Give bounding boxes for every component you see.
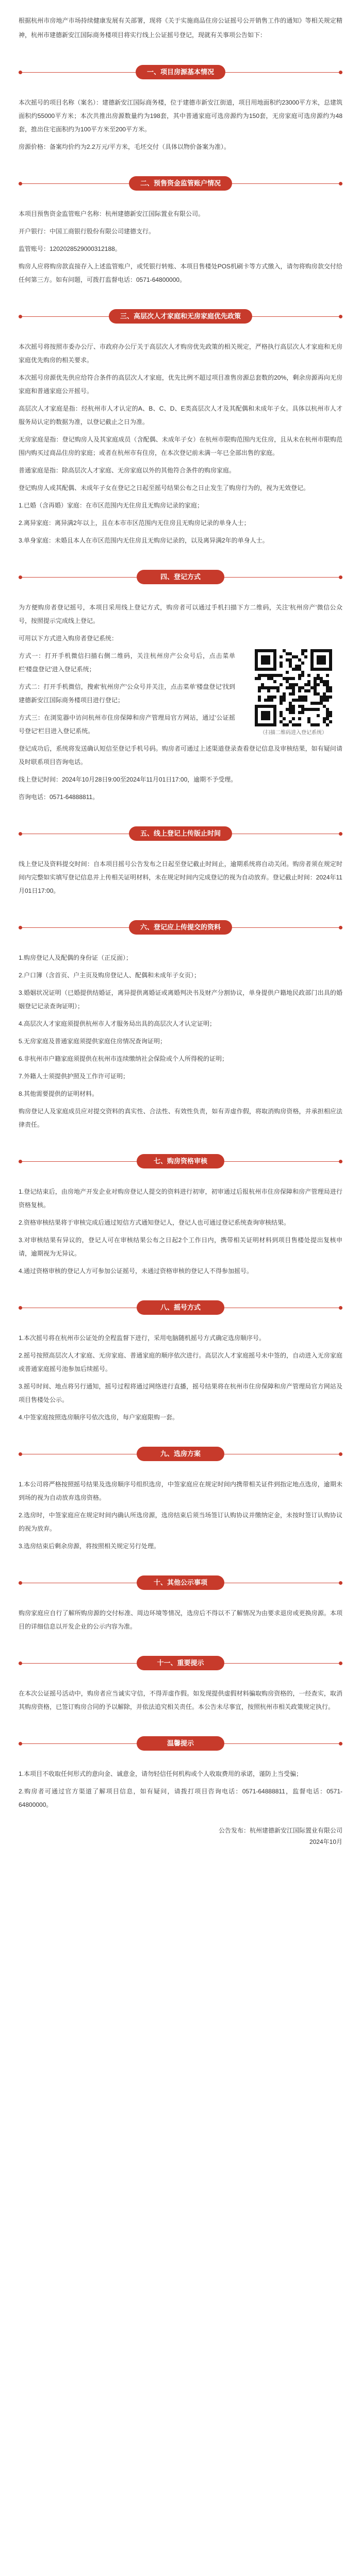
section-header bbox=[19, 917, 342, 938]
footer-org bbox=[19, 1825, 342, 1848]
divider-dot-icon bbox=[339, 1742, 342, 1745]
divider-dot-icon bbox=[339, 1306, 342, 1310]
section-title: 四、登记方式 bbox=[137, 570, 224, 584]
section-paragraph: 可用以下方式进入购房者登记系统： bbox=[19, 635, 118, 642]
section-title: 二、预售资金监管账户情况 bbox=[129, 176, 232, 191]
section-header bbox=[19, 567, 342, 587]
divider-dot-icon bbox=[339, 315, 342, 318]
section-paragraph: 4.通过资格审核的登记人方可参加公证摇号，未通过资格审核的登记人不得参加摇号。 bbox=[19, 1267, 253, 1275]
section-paragraph: 本次摇号房源优先供应给符合条件的高层次人才家庭，优先比例不超过项目准售房源总套数的20%，剩余房源再向无房家庭和普通家庭公开摇号。 bbox=[19, 374, 342, 395]
section-title: 九、选房方案 bbox=[137, 1447, 224, 1461]
section-paragraph: 普通家庭是指：除高层次人才家庭、无房家庭以外的其他符合条件的购房家庭。 bbox=[19, 467, 236, 474]
section-paragraph: 3.单身家庭：未婚且本人在市区范围内无住房且无购房记录的，以及离异满2年的单身人士。 bbox=[19, 537, 269, 544]
announcement-page bbox=[0, 6, 361, 2576]
section-paragraph: 4.中签家庭按照选房顺序号依次选房，每户家庭限购一套。 bbox=[19, 1414, 179, 1421]
section-paragraph: 1.登记结束后，由房地产开发企业对购房登记人提交的资料进行初审，初审通过后报杭州市住房保障和房产管理局进行资格复核。 bbox=[19, 1188, 342, 1209]
divider-dot-icon bbox=[339, 1662, 342, 1665]
section-paragraph: 1.本次摇号将在杭州市公证处的全程监督下进行，采用电脑随机摇号方式确定选房顺序号。 bbox=[19, 1334, 266, 1342]
section-title: 十一、重要提示 bbox=[137, 1656, 224, 1670]
section-paragraph: 3.婚姻状况证明（已婚提供结婚证，离异提供离婚证或离婚判决书及财产分割协议，单身提供户籍地民政部门出具的婚姻登记记录查询证明）； bbox=[19, 989, 342, 1010]
section-title: 十、其他公示事项 bbox=[137, 1575, 224, 1590]
section-paragraph: 1.本公司将严格按照摇号结果及选房顺序号组织选房，中签家庭应在规定时间内携带相关证件到指定地点选房，逾期未到场的视为自动放弃选房资格。 bbox=[19, 1481, 342, 1501]
section-header bbox=[19, 1151, 342, 1172]
intro-paragraph: 根据杭州市房地产市场持续健康发展有关部署，现将《关于实施商品住房公证摇号公开销售工作的通知》等相关规定精神，杭州市建德新安江国际商务楼项目将实行线上公证摇号登记，现就有关事项公告如下： bbox=[19, 17, 342, 39]
section-paragraph: 本次摇号将按照市委办公厅、市政府办公厅关于高层次人才购房优先政策的相关规定，严格执行高层次人才家庭和无房家庭优先购房的相关要求。 bbox=[19, 343, 342, 364]
divider-dot-icon bbox=[19, 1742, 22, 1745]
section-paragraph: 3.选房结束后剩余房源，将按照相关规定另行处理。 bbox=[19, 1543, 160, 1550]
section-header bbox=[19, 1444, 342, 1464]
divider-dot-icon bbox=[339, 832, 342, 836]
divider-dot-icon bbox=[19, 71, 22, 74]
section-paragraph: 2.离异家庭：离异满2年以上，且在本市市区范围内无住房且无购房记录的单身人士； bbox=[19, 519, 250, 527]
section-header bbox=[19, 62, 342, 82]
section-header bbox=[19, 1733, 342, 1754]
divider-dot-icon bbox=[339, 1581, 342, 1585]
section-paragraph: 1.已婚（含再婚）家庭：在市区范围内无住房且无购房记录的家庭； bbox=[19, 502, 204, 509]
sections-container bbox=[19, 62, 342, 1811]
section-paragraph: 1.购房登记人及配偶的身份证（正反面）； bbox=[19, 954, 133, 961]
section-header bbox=[19, 1572, 342, 1593]
divider-dot-icon bbox=[339, 1452, 342, 1456]
section-paragraph: 登记成功后，系统将发送确认短信至登记手机号码。购房者可通过上述渠道登录查看登记信息及审核结果，如有疑问请及时联系项目咨询电话。 bbox=[19, 745, 342, 766]
section-header bbox=[19, 1297, 342, 1318]
qr-instructions bbox=[19, 649, 244, 742]
qr-row bbox=[19, 649, 342, 742]
divider-dot-icon bbox=[339, 1160, 342, 1163]
section-header bbox=[19, 823, 342, 844]
section-paragraph: 购房人应将购房款直接存入上述监管账户，或凭银行转账、本项目售楼处POS机刷卡等方式缴入，请勿将购房款交付给任何第三方。如有问题，可拨打监督电话：0571-64800000。 bbox=[19, 263, 342, 283]
section-paragraph: 咨询电话：0571-64888811。 bbox=[19, 793, 99, 801]
section-paragraph: 3.摇号时间、地点将另行通知，摇号过程将通过网络进行直播，摇号结果将在杭州市住房保障和房产管理局官方网站及项目售楼处公示。 bbox=[19, 1383, 342, 1403]
section-paragraph: 8.其他需要提供的证明材料。 bbox=[19, 1090, 99, 1097]
divider-dot-icon bbox=[19, 575, 22, 579]
section-paragraph: 线上登记时间：2024年10月28日9:00至2024年11月01日17:00，逾期不予受理。 bbox=[19, 776, 237, 783]
section-paragraph: 3.对审核结果有异议的，登记人可在审核结果公布之日起2个工作日内，携带相关证明材料到项目售楼处提出复核申请，逾期视为无异议。 bbox=[19, 1236, 342, 1257]
qr-caption: （扫描二维码进入登记系统） bbox=[260, 730, 327, 736]
section-paragraph: 登记购房人或其配偶、未成年子女在登记之日起至摇号结果公布之日止发生了购房行为的，视为无效登记。 bbox=[19, 484, 310, 492]
section-title: 温馨提示 bbox=[137, 1736, 224, 1751]
section-paragraph: 2.摇号按照高层次人才家庭、无房家庭、普通家庭的顺序依次进行。高层次人才家庭摇号未中签的，自动进入无房家庭或普通家庭摇号池参加后续摇号。 bbox=[19, 1352, 342, 1372]
section-title: 五、线上登记上传版止时间 bbox=[129, 826, 232, 841]
divider-dot-icon bbox=[19, 832, 22, 836]
divider-dot-icon bbox=[19, 1581, 22, 1585]
footer-company: 公告发布：杭州建德新安江国际置业有限公司 bbox=[218, 1827, 342, 1834]
divider-dot-icon bbox=[19, 926, 22, 929]
divider-dot-icon bbox=[19, 315, 22, 318]
section-paragraph: 1.本项目不收取任何形式的意向金、诚意金，请勿轻信任何机构或个人收取费用的承诺，谨防上当受骗； bbox=[19, 1770, 303, 1777]
section-title: 六、登记应上传提交的资料 bbox=[129, 920, 232, 935]
section-paragraph: 线上登记及资料提交时间：自本项目摇号公告发布之日起至登记截止时间止，逾期系统将自动关闭。购房者须在规定时间内完整如实填写登记信息并上传相关证明材料，未在规定时间内完成登记的视为自动放弃。登记截止时间：2024年11月01日17:00。 bbox=[19, 860, 342, 894]
section-paragraph: 方式一：打开手机微信扫描右侧二维码，关注杭州房产公众号后，点击菜单栏'楼盘登记'进入登记系统； bbox=[19, 652, 235, 673]
qr-box bbox=[244, 649, 342, 737]
section-paragraph: 2.资格审核结果将于审核完成后通过短信方式通知登记人，登记人也可通过登记系统查询审核结果。 bbox=[19, 1219, 290, 1226]
divider-dot-icon bbox=[19, 182, 22, 185]
section-paragraph: 本项目预售资金监管账户名称：杭州建德新安江国际置业有限公司。 bbox=[19, 210, 205, 217]
section-paragraph: 方式二：打开手机微信，搜索'杭州房产'公众号并关注，点击菜单'楼盘登记'找到建德新安江国际商务楼项目进行登记； bbox=[19, 683, 235, 704]
section-paragraph: 为方便购房者登记摇号，本项目采用线上登记方式，购房者可以通过手机扫描下方二维码，关注'杭州房产'微信公众号，按照提示完成线上登记。 bbox=[19, 604, 342, 624]
section-paragraph: 购房家庭应自行了解所购房源的交付标准、周边环境等情况，选房后不得以不了解情况为由要求退房或更换房源。本项目的详细信息以开发企业的公示内容为准。 bbox=[19, 1609, 342, 1630]
footer-date: 2024年10月 bbox=[309, 1838, 342, 1845]
qr-code-icon bbox=[255, 649, 332, 726]
divider-dot-icon bbox=[339, 71, 342, 74]
section-paragraph: 高层次人才家庭是指：经杭州市人才认定的A、B、C、D、E类高层次人才及其配偶和未成年子女。具体以杭州市人才服务局认定的数据为准，以登记截止之日为准。 bbox=[19, 405, 342, 426]
section-paragraph: 5.无房家庭及普通家庭须提供家庭住房情况查询证明； bbox=[19, 1038, 167, 1045]
section-header bbox=[19, 306, 342, 327]
section-paragraph: 本次摇号的项目名称（案名）：建德新安江国际商务楼，位于建德市新安江街道，项目用地面积约23000平方米，总建筑面积约55000平方米；本次共推出房源数量约为198套，其中普通家庭可选房源约为150套，无房家庭可选房源约为48套，推出住宅面积约为100平方米至200平方米。 bbox=[19, 99, 342, 133]
section-paragraph: 方式三：在浏览器中访问杭州市住房保障和房产管理局官方网站，通过'公证摇号登记'栏目进入登记系统。 bbox=[19, 714, 235, 735]
divider-dot-icon bbox=[19, 1452, 22, 1456]
section-paragraph: 监管账号：1202028529000312188。 bbox=[19, 245, 121, 252]
section-paragraph: 开户银行：中国工商银行股份有限公司建德支行。 bbox=[19, 228, 155, 235]
divider-dot-icon bbox=[19, 1306, 22, 1310]
section-paragraph: 6.非杭州市户籍家庭须提供在杭州市连续缴纳社会保险或个人所得税的证明； bbox=[19, 1055, 228, 1062]
divider-dot-icon bbox=[19, 1160, 22, 1163]
section-header bbox=[19, 173, 342, 194]
section-paragraph: 2.购房者可通过官方渠道了解项目信息，如有疑问，请拨打项目咨询电话：0571-64888811，监督电话：0571-64800000。 bbox=[19, 1788, 342, 1808]
section-paragraph: 2.户口簿（含首页、户主页及购房登记人、配偶和未成年子女页）； bbox=[19, 972, 201, 979]
divider-dot-icon bbox=[339, 926, 342, 929]
section-header bbox=[19, 1653, 342, 1673]
section-title: 三、高层次人才家庭和无房家庭优先政策 bbox=[109, 309, 252, 324]
section-paragraph: 4.高层次人才家庭须提供杭州市人才服务局出具的高层次人才认定证明； bbox=[19, 1020, 216, 1027]
section-paragraph: 7.外籍人士须提供护照及工作许可证明； bbox=[19, 1073, 129, 1080]
section-title: 一、项目房源基本情况 bbox=[136, 65, 225, 79]
section-paragraph: 在本次公证摇号活动中，购房者应当诚实守信，不得弄虚作假。如发现提供虚假材料骗取购房资格的，一经查实，取消其购房资格，已签订购房合同的予以解除，并依法追究相关责任。本公告未尽事宜，按照杭州市相关政策规定执行。 bbox=[19, 1690, 342, 1710]
divider-dot-icon bbox=[19, 1662, 22, 1665]
section-paragraph: 房源价格：备案均价约为2.2万元/平方米，毛坯交付（具体以物价备案为准）。 bbox=[19, 143, 231, 150]
section-paragraph: 2.选房时，中签家庭应在规定时间内确认所选房源，选房结束后须当场签订认购协议并缴纳定金，未按时签订认购协议的视为放弃。 bbox=[19, 1512, 342, 1532]
section-paragraph: 无房家庭是指：登记购房人及其家庭成员（含配偶、未成年子女）在杭州市限购范围内无住房，且从未在杭州市限购范围内购买过商品住房的家庭；或者在杭州市有住房，在本次登记前未满一年已全部出售的家庭。 bbox=[19, 436, 342, 456]
section-paragraph: 购房登记人及家庭成员应对提交资料的真实性、合法性、有效性负责，如有弄虚作假，将取消购房资格，并承担相应法律责任。 bbox=[19, 1108, 342, 1128]
section-title: 七、购房资格审核 bbox=[137, 1154, 224, 1168]
divider-dot-icon bbox=[339, 575, 342, 579]
section-title: 八、摇号方式 bbox=[137, 1300, 224, 1315]
divider-dot-icon bbox=[339, 182, 342, 185]
